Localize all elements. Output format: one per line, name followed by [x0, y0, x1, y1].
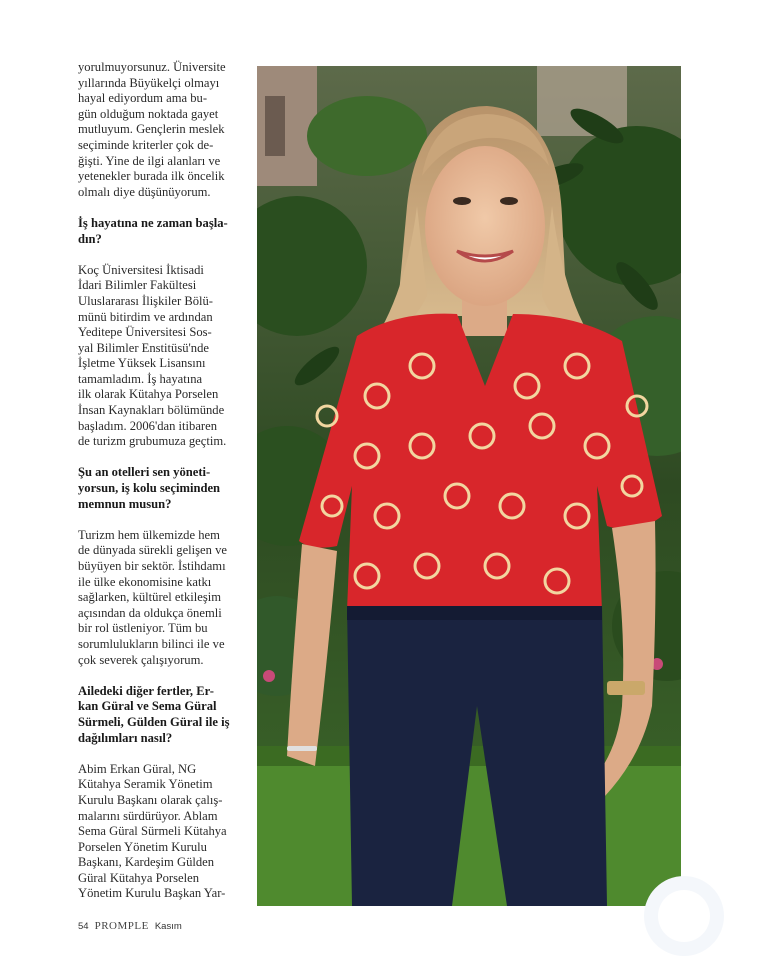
paragraph-gap	[78, 450, 244, 466]
text-line: Porselen Yönetim Kurulu	[78, 839, 207, 854]
text-line: bir rol üstleniyor. Tüm bu	[78, 621, 208, 636]
text-line: Ailedeki diğer fertler, Er-	[78, 683, 214, 698]
text-line: de turizm grubumuza geçtim.	[78, 434, 227, 449]
text-line: ile ülke ekonomisine katkı	[78, 574, 212, 589]
text-line: mutluyum. Gençlerin meslek	[78, 122, 225, 137]
magazine-brand-logo: PROMPLE	[94, 920, 149, 932]
paragraph-gap	[78, 200, 244, 216]
interview-answer	[78, 762, 244, 902]
text-line: tamamladım. İş hayatına	[78, 371, 203, 386]
page-number: 54	[78, 920, 89, 932]
page-footer	[78, 918, 182, 934]
text-line: yıllarında Büyükelçi olmayı	[78, 75, 220, 90]
text-line: Şu an otelleri sen yöneti-	[78, 465, 211, 480]
text-line: Kütahya Seramik Yönetim	[78, 777, 213, 792]
paragraph-gap	[78, 668, 244, 684]
text-line: Abim Erkan Güral, NG	[78, 761, 197, 776]
interview-question	[78, 465, 244, 512]
interview-answer	[78, 263, 244, 450]
text-line: dın?	[78, 231, 102, 246]
text-line: Sürmeli, Gülden Güral ile iş	[78, 714, 230, 729]
text-line: Başkanı, Kardeşim Gülden	[78, 855, 215, 870]
text-line: gün olduğum noktada gayet	[78, 106, 219, 121]
text-line: Yönetim Kurulu Başkan Yar-	[78, 886, 226, 901]
text-line: yorulmuyorsunuz. Üniversite	[78, 60, 226, 74]
text-line: yorsun, iş kolu seçiminden	[78, 481, 221, 496]
text-line: yal Bilimler Enstitüsü'nde	[78, 340, 209, 355]
text-line: yetenekler burada ilk öncelik	[78, 169, 225, 184]
text-line: sorumlulukların bilinci ile ve	[78, 636, 225, 651]
decorative-corner-mark	[640, 872, 728, 960]
interview-answer	[78, 528, 244, 668]
text-line: açısından da oldukça önemli	[78, 605, 222, 620]
text-line: münü bitirdim ve ardından	[78, 309, 213, 324]
text-line: ilk olarak Kütahya Porselen	[78, 387, 219, 402]
text-line: Sema Güral Sürmeli Kütahya	[78, 824, 227, 839]
interview-text-column	[78, 60, 244, 902]
text-line: olmalı diye düşünüyorum.	[78, 184, 211, 199]
portrait-illustration	[257, 66, 681, 906]
text-line: Uluslararası İlişkiler Bölü-	[78, 293, 214, 308]
text-line: İş hayatına ne zaman başla-	[78, 215, 228, 230]
issue-month: Kasım	[154, 920, 182, 932]
text-line: büyüyen bir sektör. İstihdamı	[78, 559, 226, 573]
text-line: dağılımları nasıl?	[78, 730, 173, 745]
text-line: de dünyada sürekli gelişen ve	[78, 543, 227, 558]
text-line: İnsan Kaynakları bölümünde	[78, 403, 225, 418]
text-line: kan Güral ve Sema Güral	[78, 699, 217, 714]
interview-answer	[78, 60, 244, 200]
text-line: Güral Kütahya Porselen	[78, 870, 200, 885]
text-line: ğişti. Yine de ilgi alanları ve	[78, 153, 221, 168]
text-line: malarını sürdürüyor. Ablam	[78, 808, 218, 823]
paragraph-gap	[78, 746, 244, 762]
text-line: Koç Üniversitesi İktisadi	[78, 262, 204, 277]
text-line: Turizm hem ülkemizde hem	[78, 527, 220, 542]
text-line: çok severek çalışıyorum.	[78, 652, 204, 667]
text-line: İşletme Yüksek Lisansını	[78, 356, 206, 371]
paragraph-gap	[78, 247, 244, 263]
interview-question	[78, 684, 244, 746]
text-line: başladım. 2006'dan itibaren	[78, 418, 218, 433]
text-line: memnun musun?	[78, 496, 172, 511]
text-line: hayal ediyordum ama bu-	[78, 91, 208, 106]
text-line: İdari Bilimler Fakültesi	[78, 278, 197, 293]
text-line: sağlarken, kültürel etkileşim	[78, 590, 222, 605]
portrait-photo	[257, 66, 681, 906]
text-line: seçiminde kriterler çok de-	[78, 137, 214, 152]
text-line: Kurulu Başkanı olarak çalış-	[78, 792, 223, 807]
interview-question	[78, 216, 244, 247]
text-line: Yeditepe Üniversitesi Sos-	[78, 325, 212, 340]
paragraph-gap	[78, 512, 244, 528]
